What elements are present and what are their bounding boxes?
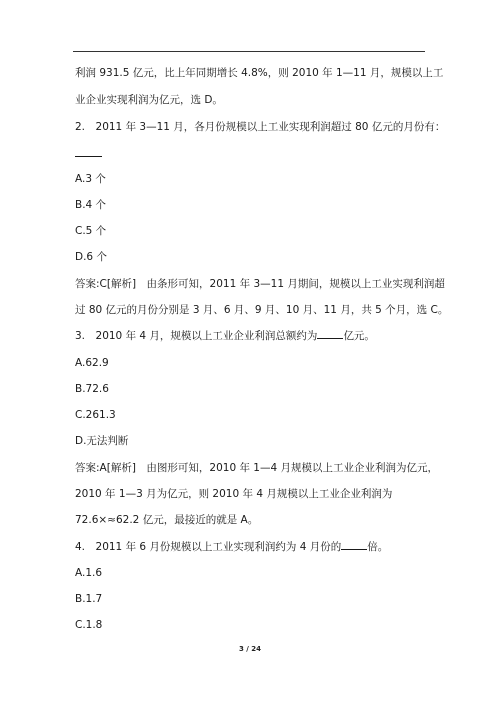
header-rule (73, 51, 425, 52)
question-3 (75, 329, 375, 343)
option-3d: D.无法判断 (75, 435, 129, 447)
option-2d: D.6 个 (75, 251, 107, 263)
option-4a: A.1.6 (75, 567, 103, 579)
option-3a: A.62.9 (75, 357, 109, 369)
option-2c: C.5 个 (75, 225, 107, 237)
question-4-text: 4. 2011 年 6 月份规模以上工业实现利润约为 4 月份的 (75, 541, 342, 553)
answer-3-line-3: 72.6×≈62.2 亿元，最接近的就是 A。 (75, 514, 259, 526)
question-2: 2. 2011 年 3—11 月，各月份规模以上工业实现利润超过 80 亿元的月份有： (75, 121, 446, 133)
option-4b: B.1.7 (75, 593, 103, 605)
option-3b: B.72.6 (75, 383, 109, 395)
option-4c: C.1.8 (75, 619, 103, 631)
question-3-suffix: 亿元。 (343, 330, 375, 342)
text-line-1: 利润 931.5 亿元，比上年同期增长 4.8%，则 2010 年 1—11 月，规模以上工 (75, 67, 444, 79)
answer-blank (341, 540, 367, 550)
option-3c: C.261.3 (75, 409, 116, 421)
question-4 (75, 540, 388, 554)
option-2b: B.4 个 (75, 199, 107, 211)
answer-3-line-2: 2010 年 1—3 月为亿元，则 2010 年 4 月规模以上工业企业利润为 (75, 488, 393, 500)
answer-2-line-2: 过 80 亿元的月份分别是 3 月、6 月、9 月、10 月、11 月，共 5 个月，选 C。 (75, 304, 449, 316)
question-4-suffix: 倍。 (367, 541, 389, 553)
question-3-text: 3. 2010 年 4 月，规模以上工业企业利润总额约为 (75, 330, 318, 342)
answer-blank (317, 329, 343, 339)
answer-3-line-1: 答案:A[解析] 由图形可知，2010 年 1—4 月规模以上工业企业利润为亿元， (75, 462, 439, 474)
answer-2-line-1: 答案:C[解析] 由条形可知，2011 年 3—11 月期间，规模以上工业实现利润超 (75, 278, 445, 290)
answer-blank (75, 156, 102, 157)
text-line-2: 业企业实现利润为亿元，选 D。 (75, 94, 223, 106)
option-2a: A.3 个 (75, 173, 106, 185)
page-number: 3 / 24 (238, 645, 262, 653)
